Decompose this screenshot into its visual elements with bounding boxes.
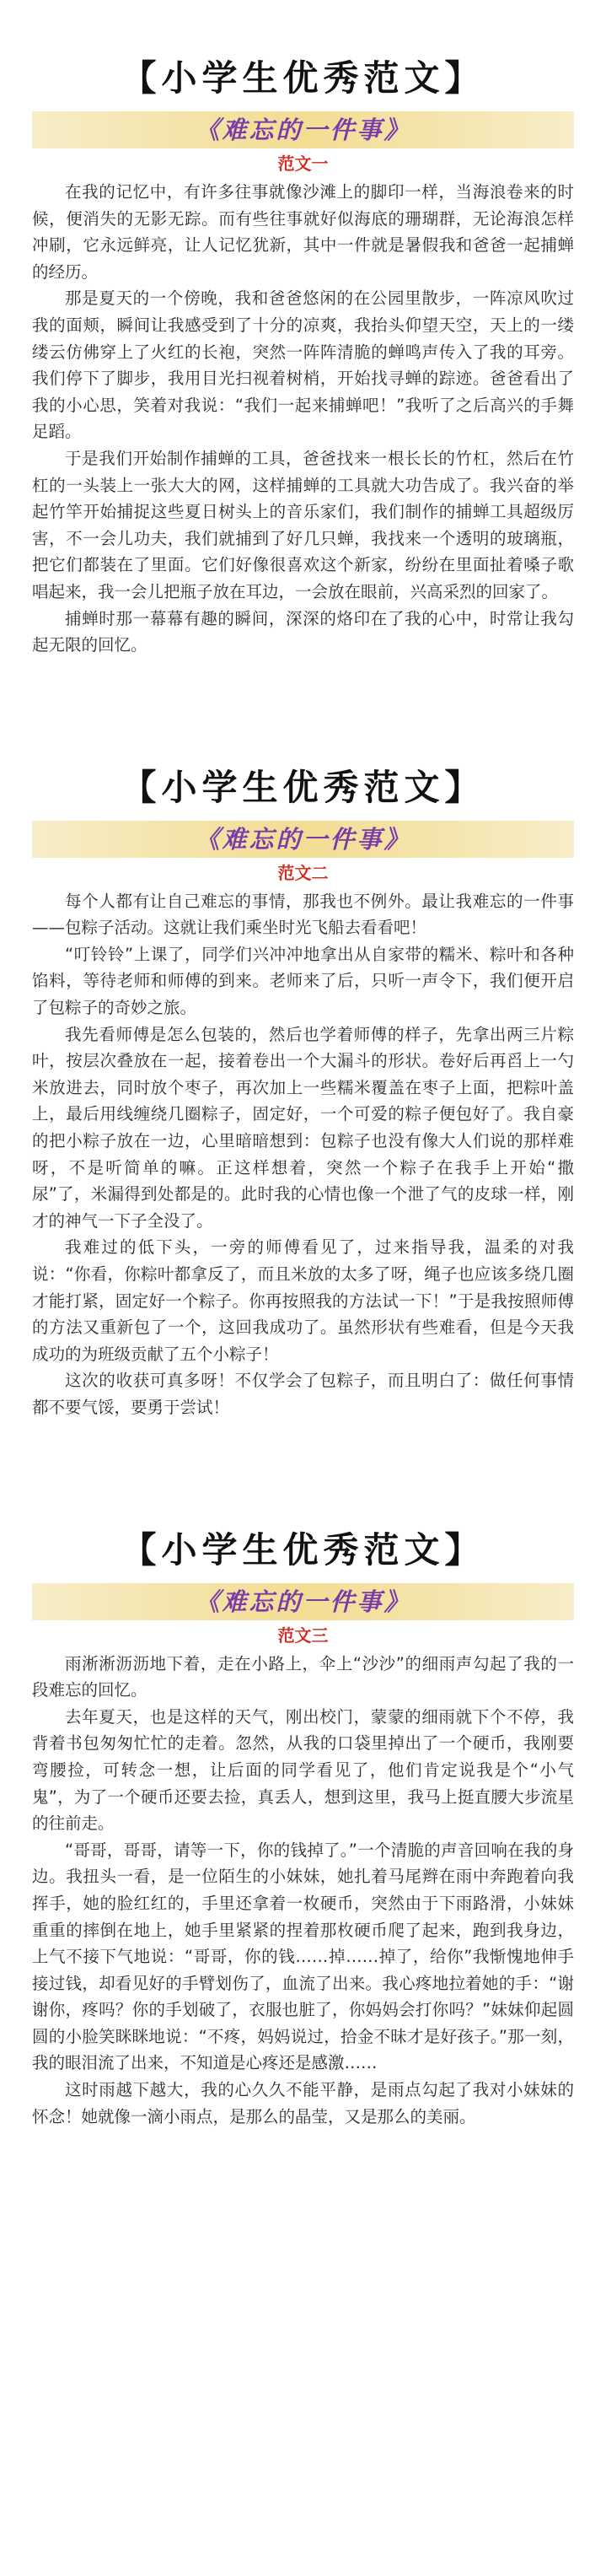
paragraph: 这次的收获可真多呀！不仅学会了包粽子，而且明白了：做任何事情都不要气馁，要勇于尝试！	[32, 1371, 574, 1417]
paragraph: 我先看师傅是怎么包装的，然后也学着师傅的样子，先拿出两三片粽叶，按层次叠放在一起，接着卷出一个大漏斗的形状。卷好后再舀上一勺米放进去，同时放个枣子，再次加上一些糯米覆盖在枣子上面，把粽叶盖上，最后用线缠绕几圈粽子，固定好，一个可爱的粽子便包好了。我自豪的把小粽子放在一边，心里暗暗想到：包粽子也没有像大人们说的那样难呀，不是听简单的嘛。正这样想着，突然一个粽子在我手上开始“撒尿”了，米漏得到处都是的。此时我的心情也像一个泄了气的皮球一样，刚才的神气一下子全没了。	[32, 1024, 574, 1231]
essay-title-banner: 《难忘的一件事》	[32, 1583, 574, 1620]
essay-label: 范文二	[277, 862, 329, 883]
paragraph: 那是夏天的一个傍晚，我和爸爸悠闲的在公园里散步，一阵凉风吹过我的面颊，瞬间让我感受到了十分的凉爽，我抬头仰望天空，天上的一缕缕云仿佛穿上了火红的长袍，突然一阵阵清脆的蝉鸣声传入了我的耳旁。我们停下了脚步，我用目光扫视着树梢，开始找寻蝉的踪迹。爸爸看出了我的小心思，笑着对我说：“我们一起来捕蝉吧！”我听了之后高兴的手舞足蹈。	[32, 288, 574, 442]
essay-body	[32, 1651, 574, 2131]
paragraph: 我难过的低下头，一旁的师傅看见了，过来指导我，温柔的对我说：“你看，你粽叶都拿反了，而且米放的太多了呀，绳子也应该多绕几圈才能打紧，固定好一个粽子。你再按照我的方法试一下！”于是我按照师傅的方法又重新包了一个，这回我成功了。虽然形状有些难看，但是今天我成功的为班级贡献了五个小粽子！	[32, 1237, 574, 1364]
essay-label: 范文一	[277, 154, 329, 174]
page-title: 【小学生优秀范文】	[121, 766, 485, 808]
essay-body	[32, 179, 574, 659]
page-title: 【小学生优秀范文】	[121, 1528, 485, 1571]
paragraph: 捕蝉时那一幕幕有趣的瞬间，深深的烙印在了我的心中，时常让我勾起无限的回忆。	[32, 608, 574, 655]
paragraph: 去年夏天，也是这样的天气，刚出校门，蒙蒙的细雨就下个不停，我背着书包匆匆忙忙的走着。忽然，从我的口袋里掉出了一个硬币，我刚要弯腰捡，可转念一想，让后面的同学看见了，他们肯定说我是个“小气鬼”，为了一个硬币还要去捡，真丢人，想到这里，我马上挺直腰大步流星的往前走。	[32, 1706, 574, 1834]
paragraph: 每个人都有让自己难忘的事情，那我也不例外。最让我难忘的一件事——包粽子活动。这就让我们乘坐时光飞船去看看吧！	[32, 891, 574, 938]
page-title: 【小学生优秀范文】	[121, 57, 485, 99]
paragraph: 这时雨越下越大，我的心久久不能平静，是雨点勾起了我对小妹妹的怀念！她就像一滴小雨点，是那么的晶莹，又是那么的美丽。	[32, 2080, 574, 2126]
essay-label: 范文三	[277, 1625, 329, 1646]
paragraph: “叮铃铃”上课了，同学们兴冲冲地拿出从自家带的糯米、粽叶和各种馅料，等待老师和师傅的到来。老师来了后，只听一声令下，我们便开启了包粽子的奇妙之旅。	[32, 944, 574, 1018]
paragraph: 雨淅淅沥沥地下着，走在小路上，伞上“沙沙”的细雨声勾起了我的一段难忘的回忆。	[32, 1653, 574, 1700]
essay-section-2	[0, 659, 606, 1421]
essay-section-3	[0, 1421, 606, 2131]
paragraph: 于是我们开始制作捕蝉的工具，爸爸找来一根长长的竹杠，然后在竹杠的一头装上一张大大的网，这样捕蝉的工具就大功告成了。我兴奋的举起竹竿开始捕捉这些夏日树头上的音乐家们，我们制作的捕蝉工具超级厉害，不一会儿功夫，我们就捕到了好几只蝉，我找来一个透明的玻璃瓶，把它们都装在了里面。它们好像很喜欢这个新家，纷纷在里面扯着嗓子歌唱起来，我一会儿把瓶子放在耳边，一会放在眼前，兴高采烈的回家了。	[32, 448, 574, 601]
essay-body	[32, 888, 574, 1421]
essay-section-1	[0, 0, 606, 659]
paragraph: “哥哥，哥哥，请等一下，你的钱掉了。”一个清脆的声音回响在我的身边。我扭头一看，是一位陌生的小妹妹，她扎着马尾辫在雨中奔跑着向我挥手，她的脸红红的，手里还拿着一枚硬币，突然由于下雨路滑，小妹妹重重的摔倒在地上，她手里紧紧的捏着那枚硬币爬了起来，跑到我身边，上气不接下气地说：“哥哥，你的钱……掉……掉了，给你”我惭愧地伸手接过钱，却看见好的手臂划伤了，血流了出来。我心疼地拉着她的手：“谢谢你，疼吗？你的手划破了，衣服也脏了，你妈妈会打你吗？”妹妹仰起圆圆的小脸笑眯眯地说：“不疼，妈妈说过，拾金不昧才是好孩子。”那一刻，我的眼泪流了出来，不知道是心疼还是感激……	[32, 1840, 574, 2073]
paragraph: 在我的记忆中，有许多往事就像沙滩上的脚印一样，当海浪卷来的时候，便消失的无影无踪。而有些往事就好似海底的珊瑚群，无论海浪怎样冲刷，它永远鲜亮，让人记忆犹新，其中一件就是暑假我和爸爸一起捕蝉的经历。	[32, 182, 574, 282]
essay-title-banner: 《难忘的一件事》	[32, 821, 574, 858]
essay-title-banner: 《难忘的一件事》	[32, 111, 574, 148]
